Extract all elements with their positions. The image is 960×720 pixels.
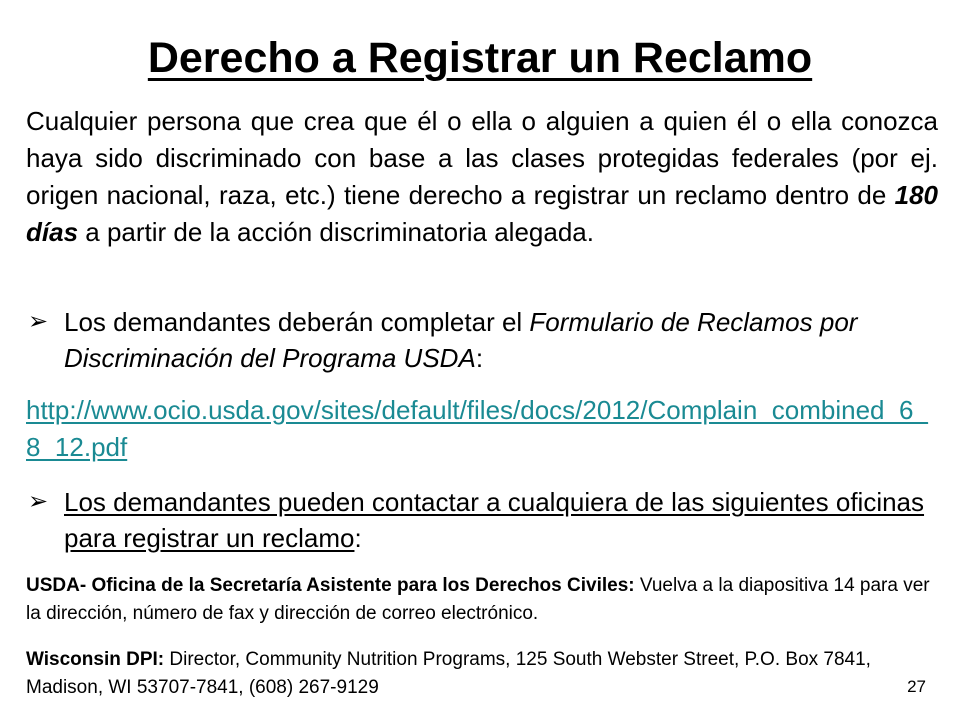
arrow-bullet-icon: ➢ xyxy=(28,308,49,335)
bullet1-form-name: Formulario de Reclamos por Discriminación del Programa USDA xyxy=(64,307,858,373)
intro-text-before: Cualquier persona que crea que él o ella o alguien a quien él o ella conozca haya sido discriminado con base a las clases protegidas federales (por ej. origen nacional, raza, etc.) tiene derecho a registrar un reclamo dentro de xyxy=(26,106,938,210)
bullet1-text-before: Los demandantes deberán completar el xyxy=(64,307,530,337)
arrow-bullet-icon: ➢ xyxy=(28,488,49,515)
bullet-complete-form xyxy=(26,304,938,376)
bullet2-text-after: : xyxy=(354,523,362,553)
office-usda xyxy=(26,572,938,628)
bullet-contact-offices xyxy=(26,484,938,556)
bullet2-text: Los demandantes pueden contactar a cualquiera de las siguientes oficinas para registrar un reclamo xyxy=(64,487,925,553)
page-number: 27 xyxy=(907,677,926,696)
slide-title: Derecho a Registrar un Reclamo xyxy=(147,34,813,82)
complaint-form-link[interactable]: http://www.ocio.usda.gov/sites/default/files/docs/2012/Complain_combined_6_8_12.pdf xyxy=(26,395,928,462)
intro-deadline-emphasis: 180 días xyxy=(26,180,938,247)
office-wisconsin-label: Wisconsin DPI: xyxy=(26,649,165,670)
office-usda-text: Vuelva a la diapositiva 14 para ver la dirección, número de fax y dirección de correo electrónico. xyxy=(26,575,930,624)
office-wisconsin-text: Director, Community Nutrition Programs, 125 South Webster Street, P.O. Box 7841, Madison, WI 53707-7841, (608) 267-9129 xyxy=(26,649,871,698)
office-wisconsin xyxy=(26,646,938,702)
bullet1-text-after: : xyxy=(475,343,484,373)
intro-text-after: a partir de la acción discriminatoria alegada. xyxy=(78,217,594,247)
intro-paragraph xyxy=(26,103,938,251)
office-usda-label: USDA- Oficina de la Secretaría Asistente para los Derechos Civiles: xyxy=(26,575,635,596)
